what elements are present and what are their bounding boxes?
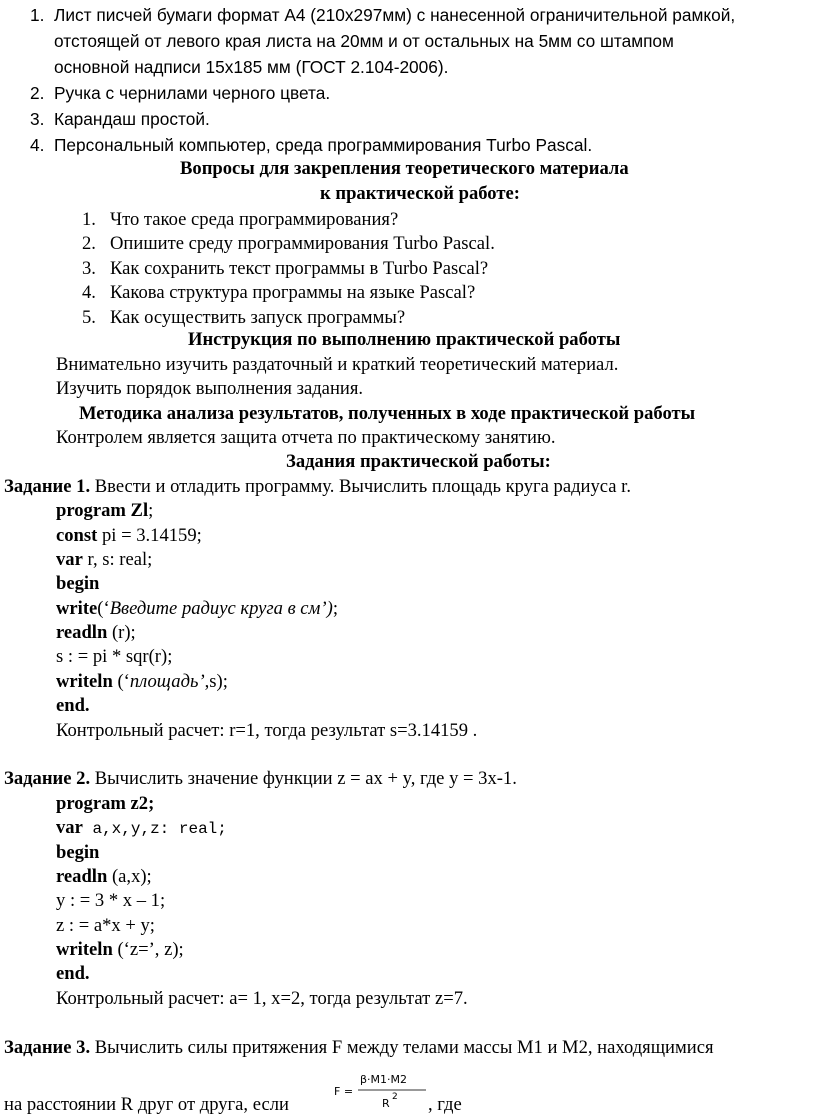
code-line: end. [56, 963, 90, 984]
code-line: writeln (‘z=’, z); [56, 939, 184, 960]
instruction-line: Изучить порядок выполнения задания. [56, 378, 364, 399]
code-line: readln (a,x); [56, 866, 152, 887]
questions-list [82, 208, 495, 330]
list-item: 2. Опишите среду программирования Turbo Pascal. [82, 233, 495, 255]
list-item: 3. Как сохранить текст программы в Turbo Pascal? [82, 257, 489, 279]
list-text: Лист писчей бумаги формат А4 (210х297мм) с нанесенной ограничительной рамкой, отстоящей от левого края листа на 20мм и от остальных на 5мм со штампом основной надписи 15х185 мм (ГОСТ 2.104-2006). [54, 5, 736, 77]
list-item [30, 2, 816, 80]
questions-title-line1: Вопросы для закрепления теоретического материала [180, 158, 629, 179]
tasks-title: Задания практической работы: [286, 451, 551, 472]
list-item: 4. Какова структура программы на языке Pascal? [82, 282, 476, 304]
list-item [30, 80, 816, 106]
task3-line2-end: , где [428, 1094, 462, 1115]
code-line: begin [56, 573, 100, 594]
materials-list [30, 2, 816, 158]
code-line: var a,x,y,z: real; [56, 817, 227, 838]
code-line: s : = pi * sqr(r); [56, 646, 173, 667]
list-item [30, 106, 816, 132]
task2-statement: Задание 2. Вычислить значение функции z = ax + y, где y = 3x-1. [4, 768, 517, 789]
code-line: program z2; [56, 793, 155, 814]
list-number: 4. [30, 135, 45, 155]
list-item: 5. Как осуществить запуск программы? [82, 306, 406, 328]
code-line: z : = a*x + y; [56, 915, 155, 936]
task3-label: Задание 3. [4, 1037, 91, 1058]
formula-denominator: R [382, 1097, 390, 1110]
code-line: write(‘Введите радиус круга в см’); [56, 598, 338, 619]
formula-numerator: β·M1·M2 [360, 1073, 407, 1086]
method-title: Методика анализа результатов, полученных в ходе практической работы [79, 403, 696, 424]
task2-label: Задание 2. [4, 768, 91, 789]
list-item [30, 132, 816, 158]
questions-title-line2: к практической работе: [320, 183, 520, 204]
code-line: program Zl; [56, 500, 154, 521]
list-text: Персональный компьютер, среда программирования Turbo Pascal. [54, 135, 593, 155]
code-line: writeln (‘площадь’,s); [56, 671, 228, 692]
list-number: 1. [30, 5, 45, 25]
list-item: 1. Что такое среда программирования? [82, 209, 399, 230]
code-line: begin [56, 842, 100, 863]
list-text: Карандаш простой. [54, 109, 210, 129]
method-text: Контролем является защита отчета по практическому занятию. [56, 427, 556, 448]
code-line: var r, s: real; [56, 549, 153, 570]
instruction-title: Инструкция по выполнению практической работы [188, 329, 621, 350]
force-formula [334, 1068, 426, 1114]
instruction-line: Внимательно изучить раздаточный и краткий теоретический материал. [56, 354, 619, 375]
list-text: Ручка с чернилами черного цвета. [54, 83, 331, 103]
task1-statement: Задание 1. Ввести и отладить программу. Вычислить площадь круга радиуса r. [4, 476, 631, 497]
formula-exponent: 2 [392, 1092, 398, 1102]
code-line: end. [56, 695, 90, 716]
list-number: 3. [30, 109, 45, 129]
task2-check: Контрольный расчет: a= 1, x=2, тогда результат z=7. [56, 988, 468, 1009]
task3-line2: на расстоянии R друг от друга, если [4, 1094, 289, 1115]
list-number: 2. [30, 83, 45, 103]
formula-lhs: F = [334, 1085, 354, 1098]
code-line: const pi = 3.14159; [56, 525, 202, 546]
code-line: y : = 3 * x – 1; [56, 890, 166, 911]
task3-statement: Задание 3. Вычислить силы притяжения F между телами массы М1 и М2, находящимися [4, 1037, 714, 1058]
task1-check: Контрольный расчет: r=1, тогда результат s=3.14159 . [56, 720, 478, 741]
task1-label: Задание 1. [4, 476, 91, 497]
code-line: readln (r); [56, 622, 136, 643]
